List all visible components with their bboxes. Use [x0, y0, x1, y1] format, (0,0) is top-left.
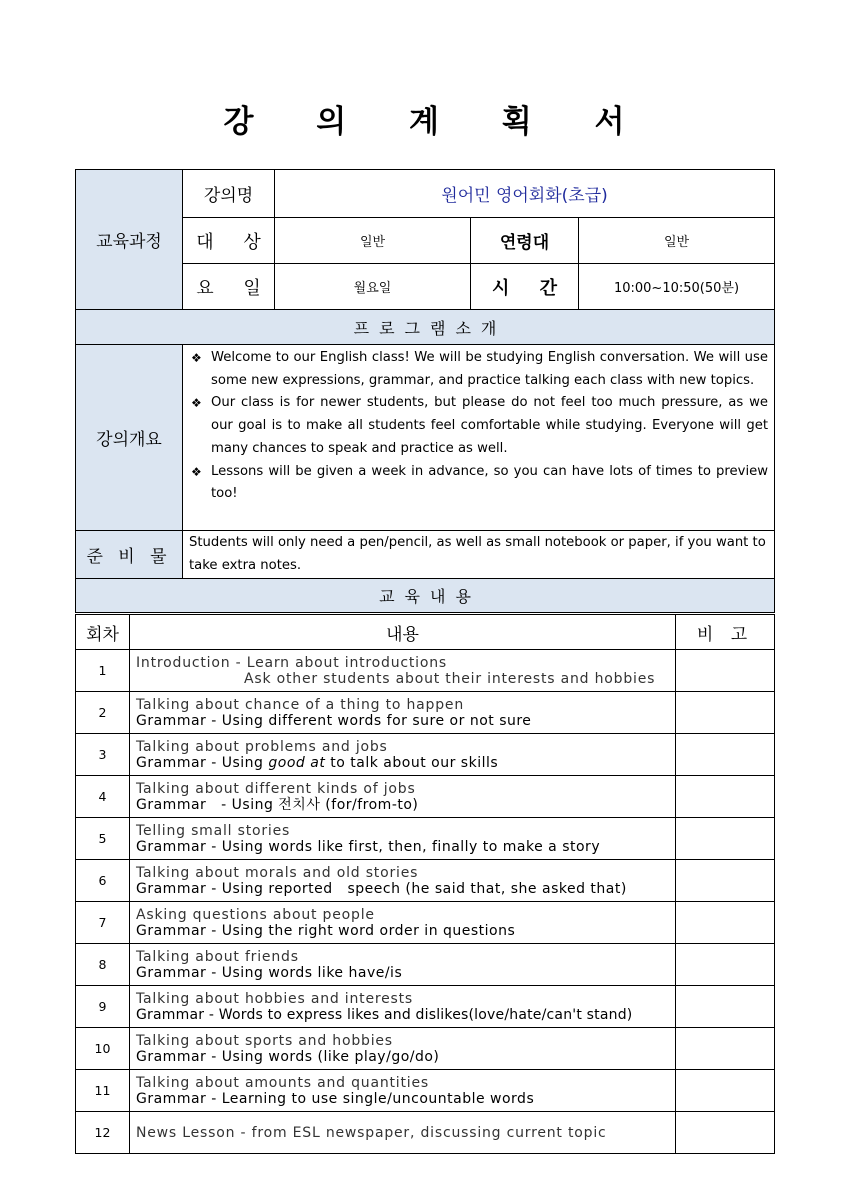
table-row: 7 Asking questions about people Grammar - Using the right word order in questions — [76, 902, 775, 944]
page-title: 강 의 계 획 서 — [223, 104, 651, 140]
note-cell — [676, 1070, 775, 1112]
col-session-header: 회차 — [76, 615, 130, 650]
table-row: 12 News Lesson - from ESL newspaper, discussing current topic — [76, 1112, 775, 1154]
overview-bullet: ❖ Welcome to our English class! We will be studying English conversation. We will use some new expressions, grammar, and practice talking each class with new topics. — [191, 347, 768, 392]
curriculum-table — [75, 614, 775, 1154]
materials-label: 준 비 물 — [76, 531, 183, 579]
note-cell — [676, 734, 775, 776]
table-row: 4 Talking about different kinds of jobs Grammar - Using 전치사 (for/from-to) — [76, 776, 775, 818]
note-cell — [676, 692, 775, 734]
day-value: 월요일 — [275, 264, 471, 310]
note-cell — [676, 986, 775, 1028]
col-content-header: 내용 — [130, 615, 676, 650]
col-note-header: 비 고 — [676, 615, 775, 650]
note-cell — [676, 860, 775, 902]
course-info-table — [75, 169, 775, 613]
target-label: 대 상 — [183, 218, 275, 264]
table-row: 8 Talking about friends Grammar - Using words like have/is — [76, 944, 775, 986]
materials-text: Students will only need a pen/pencil, as well as small notebook or paper, if you want to take extra notes. — [183, 531, 775, 579]
table-row: 9 Talking about hobbies and interests Grammar - Words to express likes and dislikes(love/hate/can't stand) — [76, 986, 775, 1028]
day-label: 요 일 — [183, 264, 275, 310]
time-label: 시 간 — [471, 264, 579, 310]
overview-bullet: ❖ Our class is for newer students, but please do not feel too much pressure, as we our goal is to make all students feel comfortable while studying. Everyone will get many chances to speak and practice as well. — [191, 392, 768, 460]
diamond-bullet-icon: ❖ — [191, 464, 202, 479]
note-cell — [676, 650, 775, 692]
diamond-bullet-icon: ❖ — [191, 396, 202, 411]
program-intro-header: 프로그램소개 — [76, 310, 775, 345]
table-row: 3 Talking about problems and jobs Grammar - Using good at to talk about our skills — [76, 734, 775, 776]
table-row: 6 Talking about morals and old stories Grammar - Using reported speech (he said that, she asked that) — [76, 860, 775, 902]
course-name-label: 강의명 — [183, 170, 275, 218]
target-value: 일반 — [275, 218, 471, 264]
table-row: 5 Telling small stories Grammar - Using words like first, then, finally to make a story — [76, 818, 775, 860]
overview-bullet: ❖ Lessons will be given a week in advance, so you can have lots of times to preview too! — [191, 461, 768, 506]
overview-bullets — [183, 345, 775, 531]
curriculum-header: 교육내용 — [76, 579, 775, 613]
note-cell — [676, 902, 775, 944]
note-cell — [676, 1028, 775, 1070]
table-row: 11 Talking about amounts and quantities Grammar - Learning to use single/uncountable words — [76, 1070, 775, 1112]
age-value: 일반 — [579, 218, 775, 264]
note-cell — [676, 776, 775, 818]
diamond-bullet-icon: ❖ — [191, 351, 202, 365]
age-label: 연령대 — [471, 218, 579, 264]
table-row: 2 Talking about chance of a thing to happen Grammar - Using different words for sure or not sure — [76, 692, 775, 734]
education-course-label: 교육과정 — [76, 170, 183, 310]
note-cell — [676, 944, 775, 986]
table-row: 10 Talking about sports and hobbies Grammar - Using words (like play/go/do) — [76, 1028, 775, 1070]
note-cell — [676, 1112, 775, 1154]
course-name-value: 원어민 영어회화(초급) — [275, 170, 775, 218]
table-row: 1 Introduction - Learn about introductions Ask other students about their interests and hobbies — [76, 650, 775, 692]
note-cell — [676, 818, 775, 860]
overview-label: 강의개요 — [76, 345, 183, 531]
time-value: 10:00~10:50(50분) — [579, 264, 775, 310]
